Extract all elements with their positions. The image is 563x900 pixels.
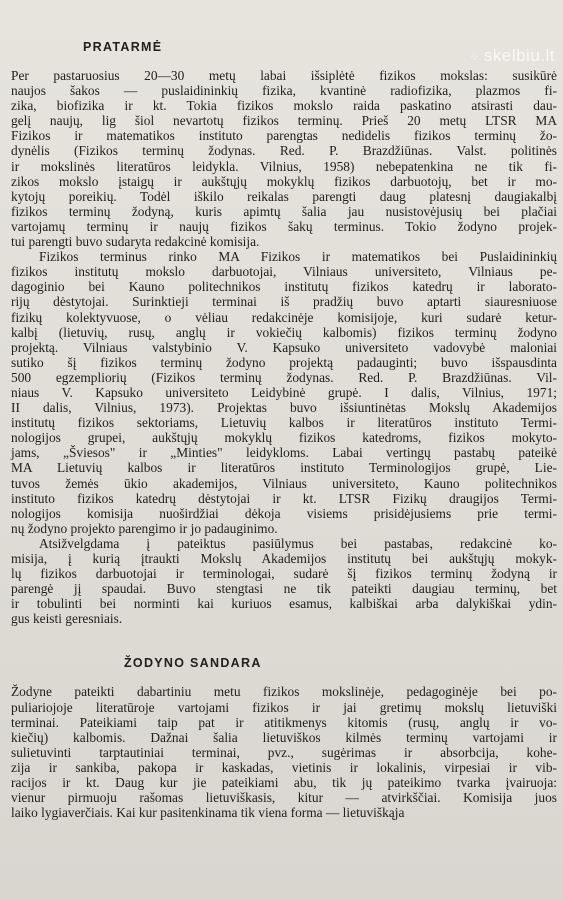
text-line: gus keisti geresniais. xyxy=(11,611,123,627)
paragraph xyxy=(11,68,557,249)
text-line: zikos mokslo įstaigų ir aukštųjų mokyklų fizikos darbuotojų, bet ir mo- xyxy=(11,173,557,189)
text-line: Atsižvelgdama į pateiktus pasiūlymus bei pastabas, redakcinė ko- xyxy=(39,535,557,551)
text-line: gelį naujų, lig šiol nevartotų fizikos terminų. Prieš 20 metų LTSR MA xyxy=(11,113,557,129)
text-line: puliariojoje literatūroje vartojami fizikos ir jai gretimų mokslų lietuviški xyxy=(11,699,557,715)
paragraph xyxy=(11,249,557,536)
text-line: projektą. Vilniaus valstybinio V. Kapsuko universiteto vadovybė maloniai xyxy=(11,339,557,355)
text-line: tui parengti buvo sudaryta redakcinė komisija. xyxy=(11,234,260,250)
text-line: MA Lietuvių kalbos ir literatūros instituto Terminologijos grupė, Lie- xyxy=(11,460,557,476)
section-heading-pratarme: PRATARMĖ xyxy=(83,40,163,54)
text-line: vienur pirmuoju rašomas lietuviškasis, kitur — atvirkščiai. Komisija juos xyxy=(11,790,557,806)
watermark-dots-icon: ⁘ xyxy=(469,49,480,64)
text-line: Per pastaruosius 20—30 metų labai išsiplėtė fizikos mokslas: susikūrė xyxy=(11,68,557,83)
text-line: fizikų kolektyvuose, o vėliau redakcinėje komisijoje, kuri sudarė ketur- xyxy=(11,309,557,325)
text-line: sulietuvinti tarptautiniai terminai, pvz., sugėrimas ir absorbcija, kohe- xyxy=(11,744,557,760)
text-line: ir tobulinti bei norminti kai kuriuos esamus, kalbiškai arba dalykiškai ydin- xyxy=(11,596,557,612)
text-line: fizikos institutų mokslo darbuotojai, Vilniaus universiteto, Vilniaus pe- xyxy=(11,264,557,280)
text-line: sutiko šį fizikos terminų žodyno projektą padauginti; buvo išspausdinta xyxy=(11,354,557,370)
text-line: kytojų poreikių. Todėl iškilo reikalas parengti daug platesnį daugiakalbį xyxy=(11,188,557,204)
text-line: naujos šakos — puslaidininkių fizika, kvantinė radiofizika, plazmos fi- xyxy=(11,83,557,99)
section-zodyno-sandara-body xyxy=(11,684,557,820)
text-line: II dalis, Vilnius, 1973). Projektas buvo išsiuntinėtas Mokslų Akademijos xyxy=(11,400,557,416)
text-line: dagoginio bei Kauno politechnikos institutų fizikos katedrų ir laborato- xyxy=(11,279,557,295)
text-line: terminai. Pateikiami taip pat ir atitikmenys kitomis (rusų, anglų ir vo- xyxy=(11,714,557,730)
paragraph xyxy=(11,536,557,627)
text-line: Fizikos terminus rinko MA Fizikos ir matematikos bei Puslaidininkių xyxy=(39,249,557,265)
text-line: laiko lygiaverčiais. Kai kur pasitenkinama tik viena forma — lietuviškąja xyxy=(11,805,405,821)
text-line: nologijos grupei, aukštųjų mokyklų fizikos katedroms, fizikos mokyto- xyxy=(11,430,557,446)
watermark xyxy=(469,46,555,66)
text-line: nų žodyno projekto parengimo ir jo padauginimo. xyxy=(11,520,278,536)
text-line: ir mokslinės literatūros leidykla. Vilnius, 1958) nebepatenkina ne tik fi- xyxy=(11,158,557,174)
text-line: vartojamų terminų ir naujų fizikos šakų terminus. Tokio žodyno projek- xyxy=(11,218,557,234)
text-line: jams, „Šviesos" ir „Minties" leidykloms. Labai vertingų pastabų pateikė xyxy=(11,445,557,461)
text-line: institutų fizikos sektoriams, Lietuvių kalbos ir literatūros instituto Termi- xyxy=(11,415,557,431)
section-heading-zodyno-sandara: ŽODYNO SANDARA xyxy=(124,656,262,671)
text-line: parengė jį spaudai. Buvo stengtasi ne tik pateikti daugiau terminų, bet xyxy=(11,581,557,597)
text-line: zika, biofizika ir kt. Tokia fizikos mokslo raida paskatino atsirasti dau- xyxy=(11,98,557,114)
text-line: fizikos terminų žodyną, kuris apimtų šalia jau nusistovėjusių bei plačiai xyxy=(11,203,557,219)
section-pratarme-body xyxy=(11,68,557,626)
text-line: nologijos komisija nuoširdžiai dėkoja visiems prisidėjusiems prie termi- xyxy=(11,505,557,521)
text-line: tuvos žemės ūkio akademijos, Vilniaus universiteto, Kauno politechnikos xyxy=(11,475,557,491)
text-line: kalbį (lietuvių, rusų, anglų ir vokiečių kalbomis) fizikos terminų žodyno xyxy=(11,324,557,340)
text-line: Žodyne pateikti dabartiniu metu fizikos mokslinėje, pedagoginėje bei po- xyxy=(11,684,557,700)
text-line: dynėlis (Fizikos terminų žodynas. Red. P. Brazdžiūnas. Valst. politinės xyxy=(11,143,557,159)
text-line: zija ir sankiba, pakopa ir kaskadas, vietinis ir lokalinis, virpesiai ir vib- xyxy=(11,759,557,775)
text-line: rijų dėstytojai. Surinktieji terminai iš pradžių buvo aptarti siauresniuose xyxy=(11,294,557,310)
text-line: kiečių) kalbomis. Dažnai šalia lietuviškos kilmės terminų vartojami ir xyxy=(11,729,557,745)
text-line: instituto fizikos katedrų dėstytojai ir kt. LTSR Fizikų draugijos Termi- xyxy=(11,490,557,506)
text-line: 500 egzempliorių (Fizikos terminų žodynas. Red. P. Brazdžiūnas. Vil- xyxy=(11,369,557,385)
text-line: racijos ir kt. Daug kur jie pateikiami abu, tik jų pateikimo tvarka įvairuoja: xyxy=(11,775,557,791)
text-line: niaus V. Kapsuko universiteto Leidybinė grupė. I dalis, Vilnius, 1971; xyxy=(11,384,557,400)
text-line: Fizikos ir matematikos instituto parengtas nedidelis fizikos terminų žo- xyxy=(11,128,557,144)
text-line: lų fizikos darbuotojai ir terminologai, sudarė šį fizikos terminų žodyną ir xyxy=(11,566,557,582)
paragraph xyxy=(11,684,557,820)
text-line: misija, į kurią įtraukti Mokslų Akademijos institutų bei aukštųjų mokyk- xyxy=(11,551,557,566)
watermark-text: skelbiu.lt xyxy=(483,46,555,65)
